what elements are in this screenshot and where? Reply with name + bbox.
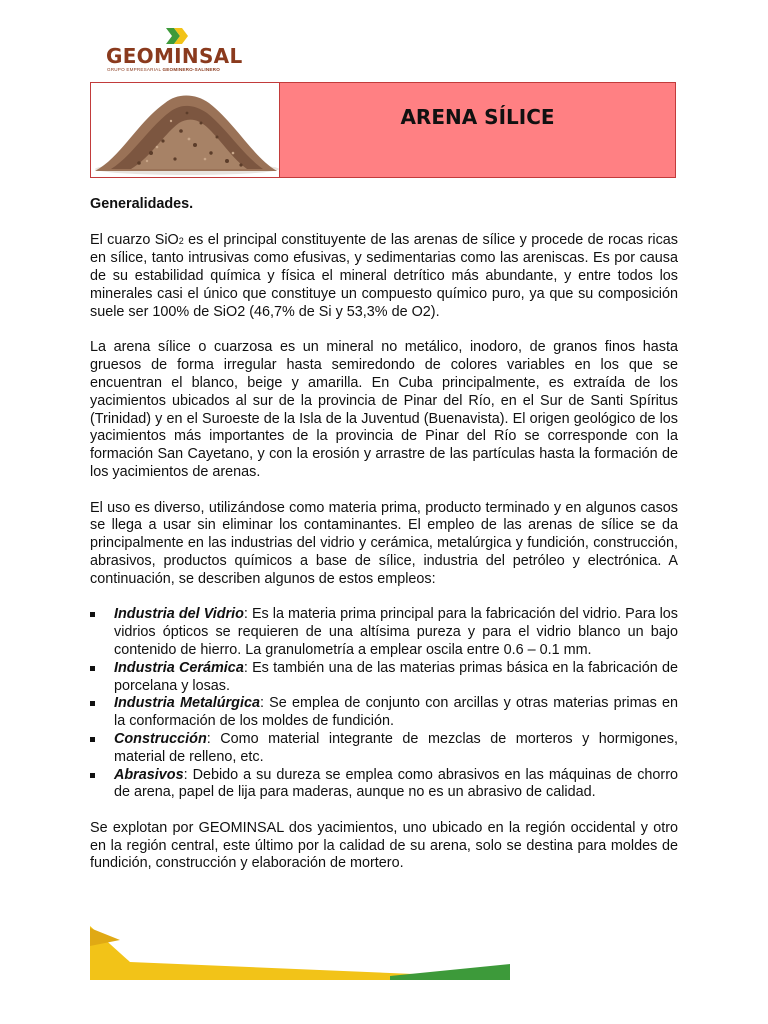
paragraph-3: El uso es diverso, utilizándose como materia prima, producto terminado y en algunos casos se llega a usar sin eliminar los contaminantes. El empleo de las arenas de sílice se da principalmente en las industrias del vidrio y cerámica, metalúrgica y fundición, construcción, abrasivos, productos químicos a base de sílice, industria del petróleo y electrónica. A continuación, se describen algunos de estos empleos: <box>90 499 678 587</box>
document-body <box>90 196 678 891</box>
bullet-icon <box>90 773 95 778</box>
logo-wordmark: GEOMINSAL <box>106 44 243 68</box>
page-title: ARENA SÍLICE <box>400 105 555 129</box>
section-heading: Generalidades. <box>90 196 194 212</box>
sand-pile-image <box>91 83 279 177</box>
title-banner <box>90 82 676 178</box>
bullet-icon <box>90 701 95 706</box>
paragraph-1: El cuarzo SiO2 es el principal constituyente de las arenas de sílice y procede de rocas ricas en sílice, tanto intrusivas como efusivas, y sedimentarias como las areniscas. Es por causa de su estabilidad química y física el mineral detrítico más abundante, y entre todos los minerales casi el único que constituye un compuesto químico puro, ya que su composición suele ser 100% de SiO2 (46,7% de Si y 53,3% de O2). <box>90 231 678 320</box>
list-item: Construcción: Como material integrante de mezclas de morteros y hormigones, material de relleno, etc. <box>90 731 678 767</box>
list-item: Industria del Vidrio: Es la materia prima principal para la fabricación del vidrio. Para los vidrios ópticos se requieren de una altísima pureza y para el vidrio blanco un bajo contenido de hierro. La granulometría a emplear oscila entre 0.6 – 0.1 mm. <box>90 606 678 659</box>
list-item: Industria Cerámica: Es también una de las materias primas básica en la fabricación de porcelana y losas. <box>90 660 678 696</box>
list-item: Industria Metalúrgica: Se emplea de conjunto con arcillas y otras materias primas en la conformación de los moldes de fundición. <box>90 695 678 731</box>
bullet-icon <box>90 612 95 617</box>
paragraph-4: Se explotan por GEOMINSAL dos yacimientos, uno ubicado en la región occidental y otro en la región central, este último por la calidad de su arena, solo se destina para moldes de fundición, construcción y elaboración de mortero. <box>90 819 678 872</box>
title-area <box>279 83 675 177</box>
bullet-icon <box>90 666 95 671</box>
geominsal-logo <box>104 26 243 76</box>
logo-chevron-icon <box>164 26 192 46</box>
uses-list <box>90 606 678 802</box>
bullet-icon <box>90 737 95 742</box>
logo-subtitle: GRUPO EMPRESARIAL GEOMINERO-SALINERO <box>107 67 220 72</box>
list-item: Abrasivos: Debido a su dureza se emplea como abrasivos en las máquinas de chorro de arena, papel de lija para maderas, aunque no es un abrasivo de calidad. <box>90 767 678 803</box>
footer-stripe-graphic <box>90 924 510 980</box>
paragraph-2: La arena sílice o cuarzosa es un mineral no metálico, inodoro, de granos finos hasta gruesos de forma irregular hasta semiredondo de colores variables en los que se encuentran el blanco, beige y amarilla. En Cuba principalmente, es extraída de los yacimientos ubicados al sur de la provincia de Pinar del Río, en el Sur de Santi Spíritus (Trinidad) y en el Suroeste de la Isla de la Juventud (Buenavista). El origen geológico de los yacimientos más importantes de la provincia de Pinar del Río se corresponde con la formación San Cayetano, y con la erosión y arrastre de las partículas hasta la formación de los yacimientos de arenas. <box>90 339 678 480</box>
